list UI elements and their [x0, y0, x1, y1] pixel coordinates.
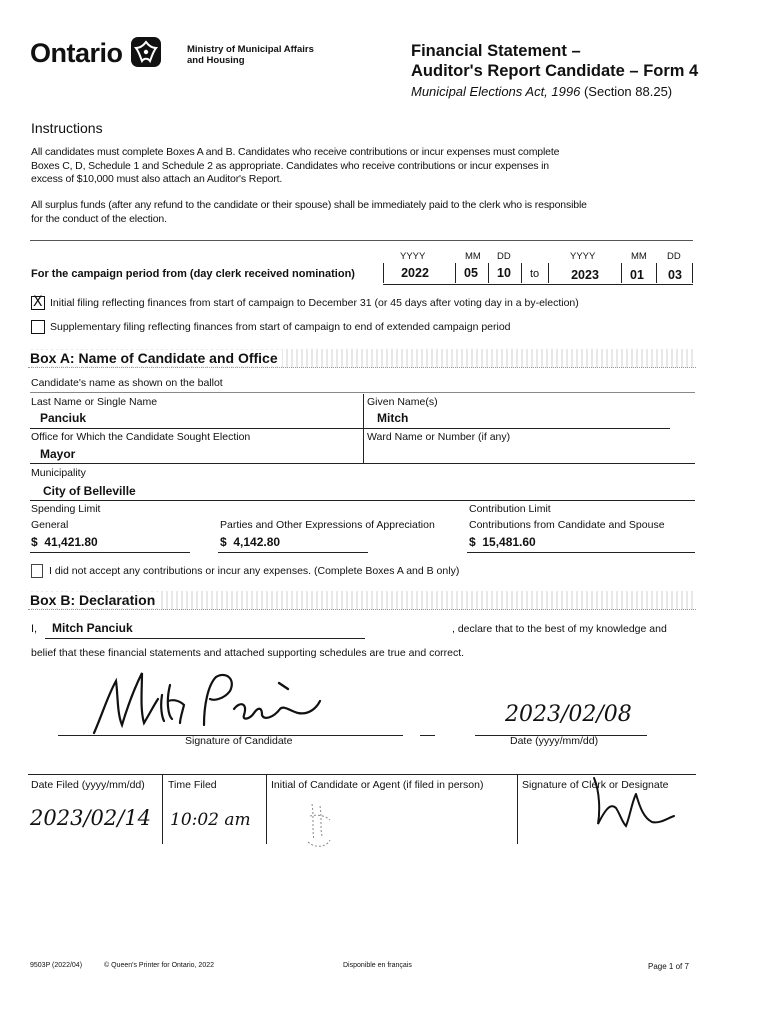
to-day-field[interactable]: 03	[668, 268, 682, 282]
ward-label: Ward Name or Number (if any)	[367, 431, 511, 443]
divider	[363, 429, 364, 463]
instructions-line: for the conduct of the election.	[31, 212, 167, 225]
to-dd-label: DD	[667, 251, 681, 262]
divider	[467, 552, 695, 553]
divider	[30, 240, 693, 241]
ontario-logo-text: Ontario	[30, 38, 123, 68]
initial-filing-label: Initial filing reflecting finances from start of campaign to December 31 (or 45 days after voting day in a by-election)	[50, 297, 579, 309]
table-divider	[162, 774, 163, 844]
to-month-field[interactable]: 01	[630, 268, 644, 282]
supplementary-filing-label: Supplementary filing reflecting finances from start of campaign to end of extended campaign period	[50, 321, 511, 333]
from-yyyy-label: YYYY	[400, 251, 426, 262]
date-separator	[455, 263, 456, 283]
general-label: General	[31, 519, 69, 531]
from-mm-label: MM	[465, 251, 481, 262]
act-reference	[411, 84, 672, 99]
to-year-field[interactable]: 2023	[571, 268, 599, 282]
last-name-value[interactable]: Panciuk	[40, 411, 87, 425]
form-title-line-1: Financial Statement –	[411, 42, 581, 60]
divider	[218, 552, 368, 553]
no-contributions-label: I did not accept any contributions or incur any expenses. (Complete Boxes A and B only)	[49, 565, 460, 577]
clerk-signature-label: Signature of Clerk or Designate	[522, 779, 669, 791]
from-day-field[interactable]: 10	[497, 266, 511, 280]
box-a-header	[28, 349, 696, 368]
ministry-line-1: Ministry of Municipal Affairs	[187, 44, 314, 55]
ballot-name-note: Candidate's name as shown on the ballot	[31, 377, 223, 389]
date-separator	[621, 263, 622, 283]
box-b-title: Box B: Declaration	[30, 592, 159, 608]
to-yyyy-label: YYYY	[570, 251, 596, 262]
ministry-name	[187, 44, 314, 66]
date-separator	[548, 263, 549, 283]
time-filed-handwritten[interactable]: 10:02 am	[170, 810, 251, 830]
office-label: Office for Which the Candidate Sought Election	[31, 431, 251, 443]
act-name: Municipal Elections Act, 1996	[411, 84, 581, 99]
belief-text: belief that these financial statements and attached supporting schedules are true and correct.	[31, 647, 465, 659]
municipality-value[interactable]: City of Belleville	[43, 484, 136, 498]
instructions-heading: Instructions	[31, 120, 103, 136]
instructions-line: Boxes C, D, Schedule 1 and Schedule 2 as appropriate. Candidates who receive contributions or incur expenses in	[31, 159, 549, 172]
clerk-signature	[560, 772, 680, 837]
divider	[30, 500, 695, 501]
given-name-label: Given Name(s)	[367, 396, 438, 408]
from-dd-label: DD	[497, 251, 511, 262]
ministry-line-2: and Housing	[187, 55, 245, 66]
copyright: © Queen's Printer for Ontario, 2022	[104, 962, 214, 969]
instructions-line: All surplus funds (after any refund to the candidate or their spouse) shall be immediately paid to the clerk who is responsible	[31, 199, 587, 211]
divider	[30, 392, 695, 393]
instructions-line: All candidates must complete Boxes A and B. Candidates who receive contributions or incur expenses must complete	[31, 146, 560, 158]
instructions-line: excess of $10,000 must also attach an Auditor's Report.	[31, 173, 283, 185]
date-separator	[521, 263, 522, 283]
french-availability: Disponible en français	[343, 962, 412, 969]
date-line	[420, 735, 435, 736]
ontario-trillium-icon	[130, 36, 162, 68]
page-number: Page 1 of 7	[648, 962, 689, 971]
date-separator	[656, 263, 657, 283]
declarant-underline	[45, 638, 365, 639]
date-separator	[383, 263, 384, 283]
box-b-header	[28, 591, 696, 610]
date-separator	[488, 263, 489, 283]
contribution-limit-label: Contribution Limit	[469, 503, 551, 515]
divider	[363, 394, 364, 428]
initial-filing-checkbox[interactable]	[31, 296, 45, 310]
table-divider	[266, 774, 267, 844]
instructions-paragraph-2	[31, 199, 587, 226]
initial-label: Initial of Candidate or Agent (if filed in person)	[271, 779, 484, 791]
form-title-line-2: Auditor's Report Candidate – Form 4	[411, 62, 699, 80]
given-name-value[interactable]: Mitch	[377, 411, 409, 425]
date-underline	[383, 284, 693, 285]
from-month-field[interactable]: 05	[464, 266, 478, 280]
date-filed-handwritten[interactable]: 2023/02/14	[30, 806, 152, 830]
municipality-label: Municipality	[31, 467, 86, 479]
signature-label: Signature of Candidate	[185, 735, 293, 747]
date-label: Date (yyyy/mm/dd)	[510, 735, 599, 747]
instructions-paragraph-1	[31, 146, 559, 187]
form-code: 9503P (2022/04)	[30, 962, 83, 969]
candidate-signature	[84, 655, 344, 740]
campaign-period-label: For the campaign period from (day clerk received nomination)	[31, 268, 355, 280]
declaration-text: , declare that to the best of my knowledge and	[452, 623, 667, 635]
declarant-name[interactable]: Mitch Panciuk	[52, 621, 133, 635]
check-mark: X	[33, 294, 43, 310]
no-contributions-checkbox[interactable]	[31, 564, 43, 578]
parties-spending-value[interactable]: $ 4,142.80	[220, 535, 281, 549]
parties-label: Parties and Other Expressions of Appreciation	[220, 519, 435, 531]
last-name-label: Last Name or Single Name	[31, 396, 158, 408]
contribution-limit-value[interactable]: $ 15,481.60	[469, 535, 536, 549]
agent-initial-mark	[300, 796, 350, 851]
spending-limit-label: Spending Limit	[31, 503, 101, 515]
divider	[30, 428, 670, 429]
office-value[interactable]: Mayor	[40, 447, 76, 461]
declaration-i: I,	[31, 623, 38, 635]
time-filed-label: Time Filed	[168, 779, 217, 791]
to-label: to	[530, 268, 540, 280]
general-spending-value[interactable]: $ 41,421.80	[31, 535, 98, 549]
date-filed-label: Date Filed (yyyy/mm/dd)	[31, 779, 145, 791]
to-mm-label: MM	[631, 251, 647, 262]
divider	[30, 552, 190, 553]
from-year-field[interactable]: 2022	[401, 266, 429, 280]
signature-date-handwritten[interactable]: 2023/02/08	[505, 702, 632, 727]
box-a-title: Box A: Name of Candidate and Office	[30, 350, 282, 366]
table-divider	[517, 774, 518, 844]
divider	[30, 463, 695, 464]
contribution-candidate-label: Contributions from Candidate and Spouse	[469, 519, 665, 531]
act-section: (Section 88.25)	[583, 84, 673, 99]
date-separator	[692, 263, 693, 283]
supplementary-filing-checkbox[interactable]	[31, 320, 45, 334]
